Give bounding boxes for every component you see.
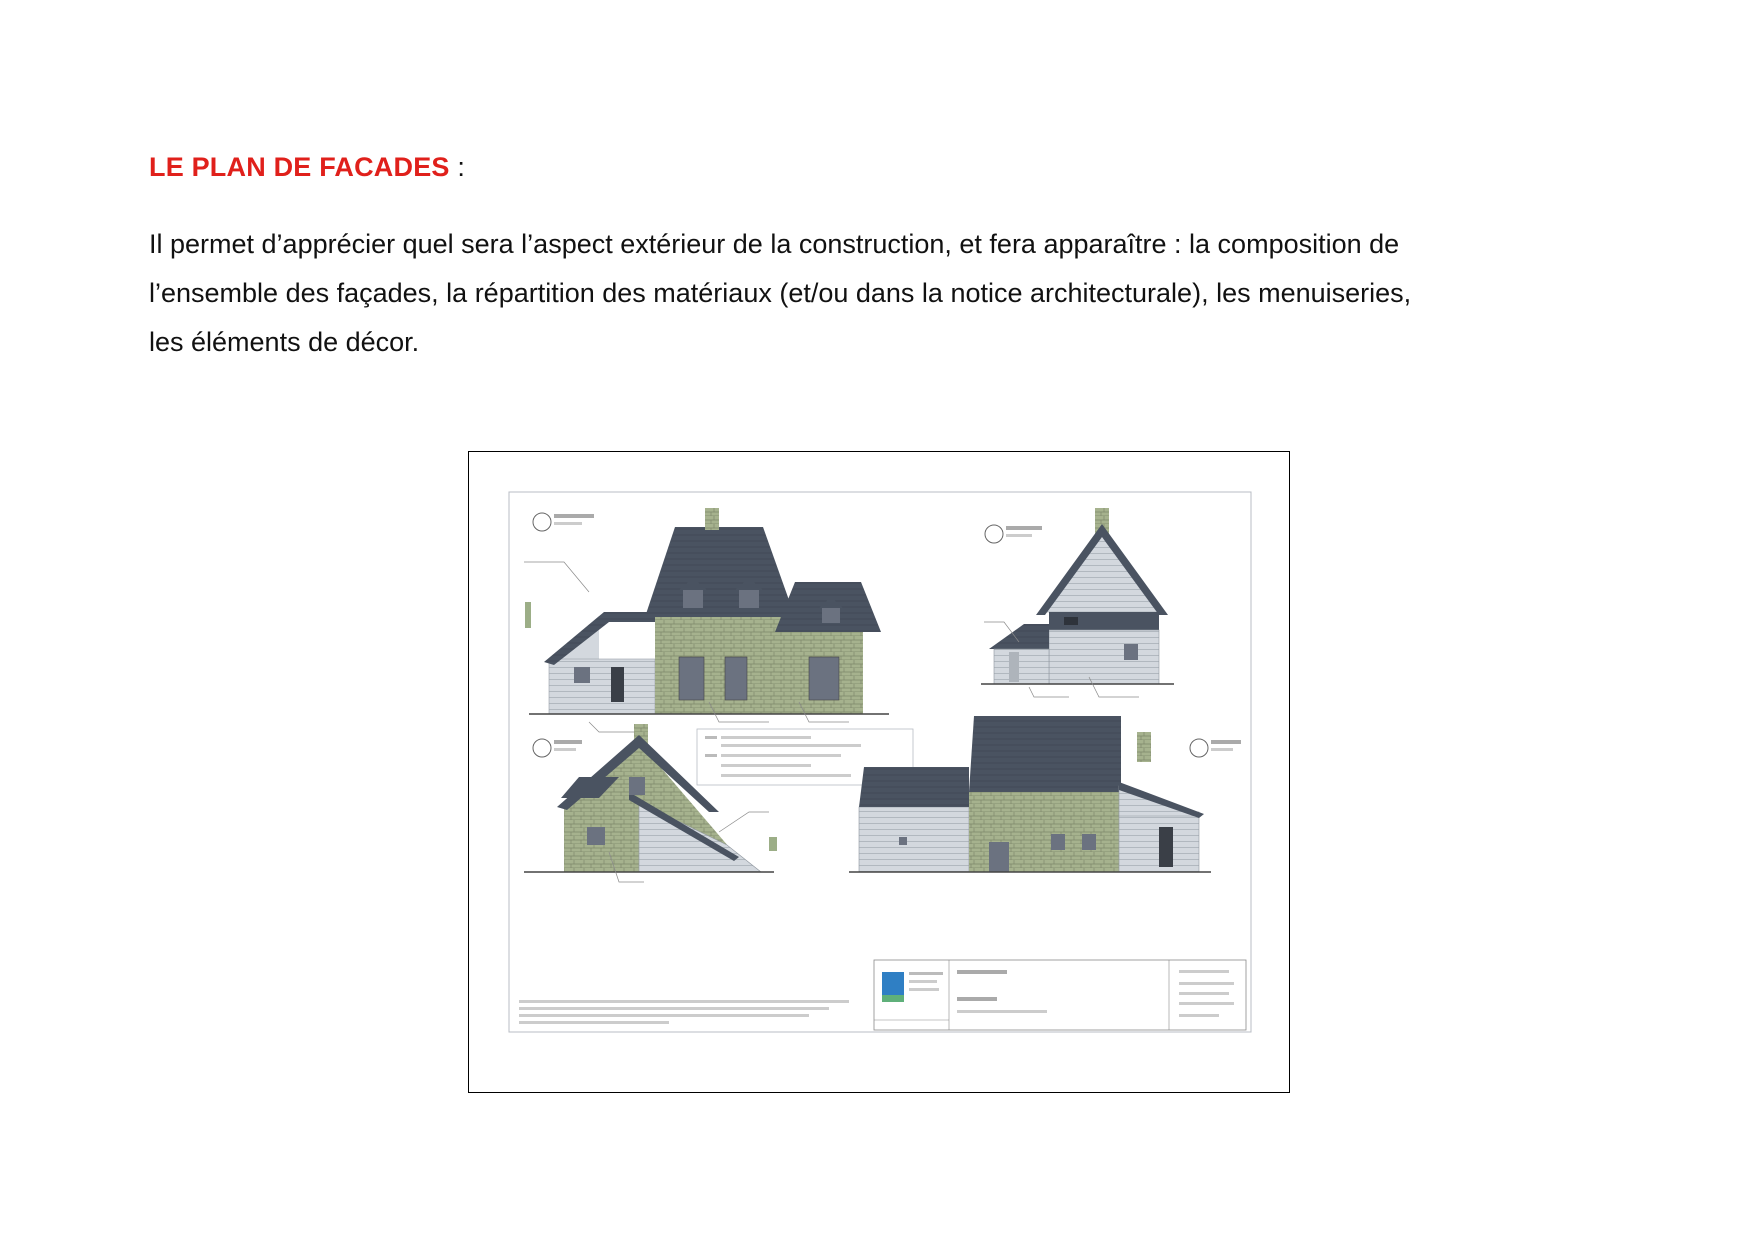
facade-plan-drawing bbox=[469, 452, 1289, 1092]
paragraph-line-3: les éléments de décor. bbox=[149, 327, 420, 357]
paragraph-line-1: Il permet d’apprécier quel sera l’aspect extérieur de la construction, et fera apparaître : la composition de bbox=[149, 229, 1400, 259]
heading-text: LE PLAN DE FACADES bbox=[149, 152, 450, 182]
section-heading bbox=[149, 152, 465, 183]
heading-colon: : bbox=[449, 152, 466, 182]
facade-plan-figure bbox=[468, 451, 1290, 1093]
shrub-decor-est bbox=[769, 837, 777, 851]
paragraph-line-2: l’ensemble des façades, la répartition des matériaux (et/ou dans la notice architecturale), les menuiseries, bbox=[149, 278, 1412, 308]
description-paragraph bbox=[149, 220, 1619, 367]
drawing-title-block bbox=[874, 960, 1246, 1030]
shrub-decor bbox=[525, 602, 531, 628]
